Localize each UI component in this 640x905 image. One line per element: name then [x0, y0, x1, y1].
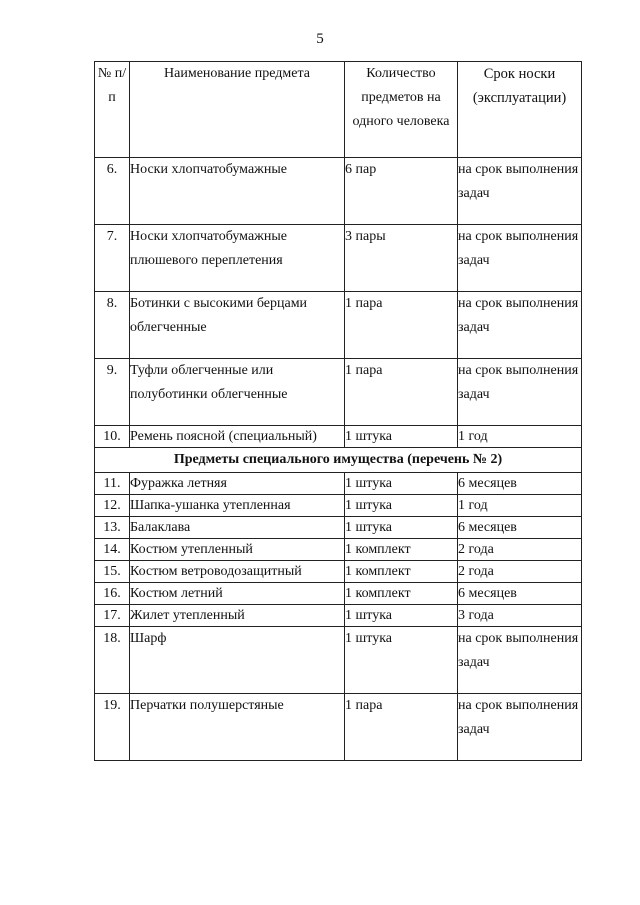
table-row	[95, 583, 582, 605]
table-row	[95, 426, 582, 448]
table-row	[95, 158, 582, 225]
row-number: 15.	[95, 561, 130, 583]
item-term: 1 год	[458, 495, 582, 517]
item-quantity: 3 пары	[345, 225, 458, 292]
page-number: 5	[316, 31, 324, 47]
item-quantity: 1 пара	[345, 359, 458, 426]
table-row	[95, 359, 582, 426]
row-number: 7.	[95, 225, 130, 292]
table-row	[95, 473, 582, 495]
item-name: Фуражка летняя	[130, 473, 345, 495]
row-number: 10.	[95, 426, 130, 448]
table-row	[95, 495, 582, 517]
row-number: 18.	[95, 627, 130, 694]
row-number: 9.	[95, 359, 130, 426]
item-quantity: 1 штука	[345, 517, 458, 539]
table-row	[95, 292, 582, 359]
item-term: 2 года	[458, 561, 582, 583]
item-term: на срок выполнения задач	[458, 225, 582, 292]
header-name: Наименование предмета	[130, 62, 345, 158]
item-quantity: 1 комплект	[345, 561, 458, 583]
item-quantity: 1 штука	[345, 605, 458, 627]
item-term: 2 года	[458, 539, 582, 561]
item-term: на срок выполнения задач	[458, 292, 582, 359]
table-row	[95, 539, 582, 561]
item-quantity: 1 штука	[345, 495, 458, 517]
item-term: 1 год	[458, 426, 582, 448]
table-header-row	[95, 62, 582, 158]
item-quantity: 1 штука	[345, 426, 458, 448]
item-name: Носки хлопчатобумажные	[130, 158, 345, 225]
row-number: 17.	[95, 605, 130, 627]
row-number: 6.	[95, 158, 130, 225]
table-row	[95, 605, 582, 627]
item-name: Балаклава	[130, 517, 345, 539]
item-name: Носки хлопчатобумажные плюшевого переплетения	[130, 225, 345, 292]
item-name: Костюм ветроводозащитный	[130, 561, 345, 583]
item-term: на срок выполнения задач	[458, 359, 582, 426]
item-term: на срок выполнения задач	[458, 694, 582, 761]
table-row	[95, 225, 582, 292]
item-quantity: 1 пара	[345, 694, 458, 761]
item-term: 6 месяцев	[458, 473, 582, 495]
row-number: 12.	[95, 495, 130, 517]
item-term: 6 месяцев	[458, 517, 582, 539]
row-number: 8.	[95, 292, 130, 359]
item-quantity: 1 комплект	[345, 539, 458, 561]
table-row	[95, 517, 582, 539]
row-number: 13.	[95, 517, 130, 539]
item-quantity: 1 пара	[345, 292, 458, 359]
item-name: Ботинки с высокими берцами облегченные	[130, 292, 345, 359]
row-number: 14.	[95, 539, 130, 561]
table-row	[95, 694, 582, 761]
section-row	[95, 448, 582, 473]
item-term: 6 месяцев	[458, 583, 582, 605]
item-name: Жилет утепленный	[130, 605, 345, 627]
table-body-clothing	[95, 158, 582, 448]
item-name: Шапка-ушанка утепленная	[130, 495, 345, 517]
row-number: 11.	[95, 473, 130, 495]
item-name: Ремень поясной (специальный)	[130, 426, 345, 448]
header-term: Срок носки (эксплуатации)	[458, 62, 582, 158]
section-title: Предметы специального имущества (перечень № 2)	[95, 448, 582, 473]
item-term: 3 года	[458, 605, 582, 627]
item-term: на срок выполнения задач	[458, 158, 582, 225]
header-num: № п/п	[95, 62, 130, 158]
row-number: 19.	[95, 694, 130, 761]
header-qty: Количество предметов на одного человека	[345, 62, 458, 158]
table-row	[95, 627, 582, 694]
item-name: Шарф	[130, 627, 345, 694]
item-quantity: 1 комплект	[345, 583, 458, 605]
table-body-special	[95, 473, 582, 761]
item-quantity: 1 штука	[345, 627, 458, 694]
row-number: 16.	[95, 583, 130, 605]
items-table	[94, 61, 582, 761]
item-name: Туфли облегченные или полуботинки облегченные	[130, 359, 345, 426]
table-body-section	[95, 448, 582, 473]
item-name: Костюм летний	[130, 583, 345, 605]
item-term: на срок выполнения задач	[458, 627, 582, 694]
item-name: Костюм утепленный	[130, 539, 345, 561]
item-quantity: 1 штука	[345, 473, 458, 495]
table-row	[95, 561, 582, 583]
item-quantity: 6 пар	[345, 158, 458, 225]
item-name: Перчатки полушерстяные	[130, 694, 345, 761]
